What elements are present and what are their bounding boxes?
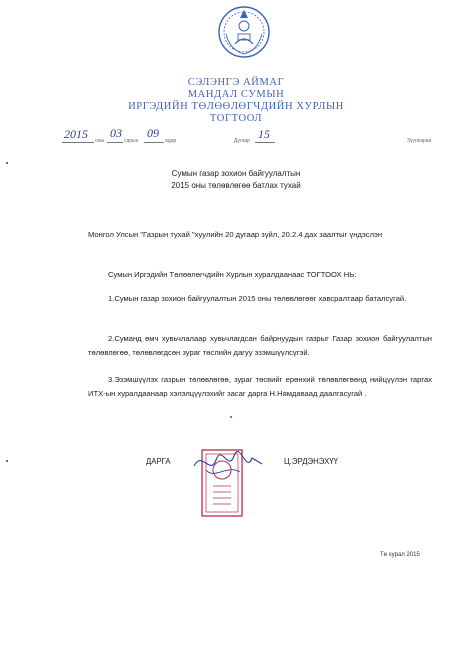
title-line-2: 2015 оны төлөвлөгөө батлах тухай [171, 181, 301, 190]
paragraph-item-2: 2.Суманд өмч хувьчлалаар хувьчлагдсан байрнуудын газрыг Газар зохион байгуулалтын төлөвлөгөө, төлөвлөгдсөн зураг төслийн дагуу эзэмшүүлсүгэй. [88, 334, 432, 357]
binding-hole-mark [6, 162, 8, 164]
paragraph-item-1: 1.Сумын газар зохион байгуулалтын 2015 оны төлөвлөгөөг хавсралтаар баталсугай. [108, 294, 407, 303]
state-emblem-icon [216, 4, 272, 60]
handwritten-number: 15 [258, 127, 270, 141]
handwritten-day: 09 [147, 126, 159, 140]
signatory-name: Ц.ЭРДЭНЭХҮҮ [284, 457, 338, 466]
stamp-dot-mark [230, 416, 232, 418]
handwritten-month: 03 [110, 126, 122, 140]
year-label: оны [95, 138, 105, 144]
header-sum: МАНДАЛ СУМЫН [187, 89, 285, 100]
date-number-line [0, 127, 472, 147]
place-label: Зүүнхараа [407, 138, 432, 144]
number-underline [255, 142, 275, 143]
binding-hole-mark [6, 460, 8, 462]
paragraph-legal-basis: Монгол Улсын "Газрын тухай "хуулийн 20 дугаар зүйл, 20.2.4 дах заалтыг үндэслэн [88, 230, 383, 239]
paragraph-resolves: Сумын Иргэдийн Төлөөлөгчдийн Хурлын хуралдаанаас ТОГТООХ НЬ: [108, 270, 357, 279]
signatory-role: ДАРГА [146, 457, 171, 466]
number-label: Дугаар [234, 138, 251, 144]
title-line-1: Сумын газар зохион байгуулалтын [171, 169, 301, 178]
header-resolution: ТОГТООЛ [209, 113, 263, 124]
day-underline [144, 142, 164, 143]
handwritten-year: 2015 [64, 127, 88, 141]
handwritten-signature-icon [188, 446, 268, 486]
month-label: сарын [124, 138, 139, 144]
month-underline [107, 142, 123, 143]
year-underline [62, 142, 94, 143]
day-label: өдөр [165, 138, 177, 144]
footer-note: Тө хурал 2015 [380, 552, 420, 558]
header-council: ИРГЭДИЙН ТӨЛӨӨЛӨГЧДИЙН ХУРЛЫН [128, 101, 344, 112]
header-aimag: СЭЛЭНГЭ АЙМАГ [187, 77, 285, 88]
paragraph-item-3: 3.Эзэмшүүлэх газрын төлөвлөгөө, зураг төсвийг ерөнхий төлөвлөгөөнд нийцүүлэн гаргах ИТХ-ын хуралдаанаар хэлэлцүүлэхийг засаг дарга Н.Нямдаваад даалгасугай . [88, 375, 432, 398]
